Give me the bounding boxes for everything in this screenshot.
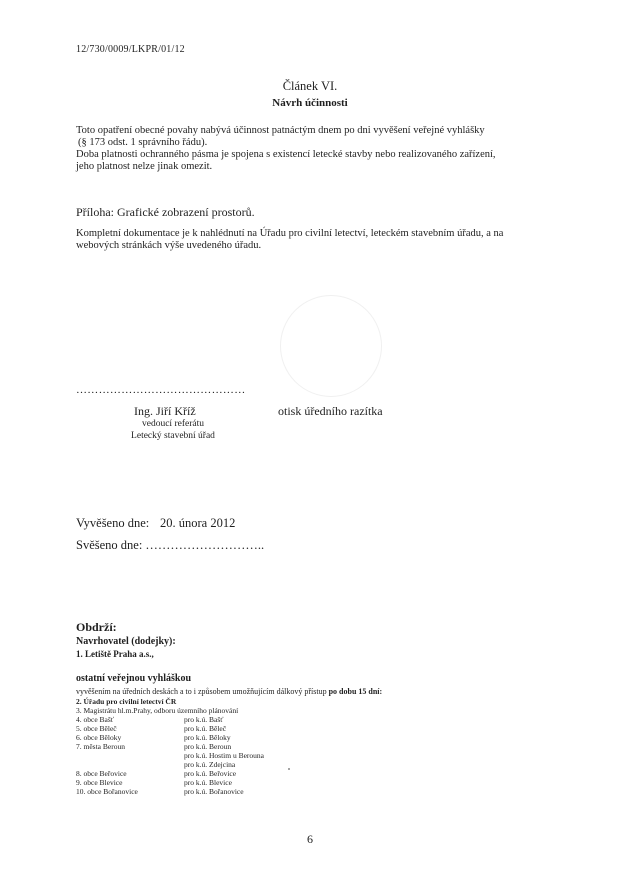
- recipient-row: [76, 706, 264, 715]
- recipient-cadastre: pro k.ú. Beroun: [184, 742, 232, 751]
- signatory-role: [118, 418, 228, 442]
- effect-paragraph: [76, 125, 496, 173]
- recipient-name: 9. obce Blevice: [76, 778, 123, 787]
- recipient-name: 7. města Beroun: [76, 742, 125, 751]
- others-note-period: po dobu 15 dní:: [328, 687, 383, 696]
- documentation-paragraph: [76, 228, 503, 252]
- recipient-cadastre: pro k.ú. Zdejcina: [184, 760, 236, 769]
- scan-speck: [288, 768, 290, 770]
- posted-date: 20. února 2012: [160, 516, 236, 530]
- faint-stamp-circle: [280, 295, 382, 397]
- posted-label: Vyvěšeno dne:: [76, 516, 150, 530]
- recipient-cadastre: pro k.ú. Blevice: [184, 778, 232, 787]
- paragraph-line: webových stránkách výše uvedeného úřadu.: [76, 240, 262, 251]
- recipient-name: 5. obce Běleč: [76, 724, 117, 733]
- recipient-row: [76, 742, 264, 751]
- signatory-office: Letecký stavební úřad: [131, 431, 215, 441]
- recipients-heading: Obdrží:: [76, 620, 117, 634]
- paragraph-line: Kompletní dokumentace je k nahlédnutí na Úřadu pro civilní letectví, leteckém stavebním úřadu, a na: [76, 228, 504, 239]
- recipient-name: 10. obce Bořanovice: [76, 787, 138, 796]
- paragraph-line: (§ 173 odst. 1 správního řádu).: [78, 137, 208, 148]
- others-note-text: vyvěšením na úředních deskách a to i způsobem umožňujícím dálkový přístup: [76, 687, 327, 696]
- article-title: Návrh účinnosti: [272, 97, 348, 109]
- recipient-row: [76, 769, 264, 778]
- signature-line: ………………………………………: [76, 384, 246, 396]
- recipient-name: [76, 751, 184, 760]
- recipient-cadastre: pro k.ú. Hostim u Berouna: [184, 751, 264, 760]
- removed-label: Svěšeno dne: ………………………..: [76, 538, 265, 552]
- recipient-row: [76, 751, 264, 760]
- recipient-cadastre: pro k.ú. Beřovice: [184, 769, 237, 778]
- recipient-row: [76, 787, 264, 796]
- recipient-cadastre: pro k.ú. Bořanovice: [184, 787, 244, 796]
- recipient-cadastre: pro k.ú. Běloky: [184, 733, 231, 742]
- others-note: [76, 687, 382, 696]
- paragraph-line: Doba platnosti ochranného pásma je spojena s existencí letecké stavby nebo realizovaného zařízení,: [76, 149, 496, 160]
- recipient-row: [76, 697, 264, 706]
- attachment-line: Příloha: Grafické zobrazení prostorů.: [76, 205, 255, 219]
- recipient-list: [76, 697, 264, 796]
- others-heading: ostatní veřejnou vyhláškou: [76, 673, 192, 684]
- recipient-name: 8. obce Beřovice: [76, 769, 127, 778]
- recipient-name: 4. obce Bašť: [76, 715, 114, 724]
- recipient-cadastre: pro k.ú. Běleč: [184, 724, 227, 733]
- recipient-row: [76, 724, 264, 733]
- article-number: Článek VI.: [282, 79, 338, 93]
- recipient-name: 3. Magistrátu hl.m.Prahy, odboru územního plánování: [76, 706, 239, 715]
- recipient-row: [76, 760, 264, 769]
- proposer-item: 1. Letiště Praha a.s.,: [76, 649, 154, 659]
- recipient-cadastre: pro k.ú. Bašť: [184, 715, 224, 724]
- paragraph-line: Toto opatření obecné povahy nabývá účinnost patnáctým dnem po dni vyvěšení veřejné vyhlášky: [76, 125, 485, 136]
- recipient-name: 6. obce Běloky: [76, 733, 122, 742]
- recipient-row: [76, 778, 264, 787]
- recipient-name: [76, 760, 184, 769]
- paragraph-line: jeho platnost nelze jinak omezit.: [76, 161, 213, 172]
- page-number: 6: [307, 832, 313, 846]
- signatory-name: Ing. Jiří Kříž: [134, 404, 196, 418]
- recipient-row: [76, 715, 264, 724]
- recipient-name: 2. Úřadu pro civilní letectví ČR: [76, 697, 177, 706]
- stamp-label: otisk úředního razítka: [278, 404, 383, 418]
- proposer-heading: Navrhovatel (dodejky):: [76, 636, 176, 647]
- signatory-position: vedoucí referátu: [142, 419, 204, 429]
- document-reference: 12/730/0009/LKPR/01/12: [76, 44, 185, 55]
- recipient-row: [76, 733, 264, 742]
